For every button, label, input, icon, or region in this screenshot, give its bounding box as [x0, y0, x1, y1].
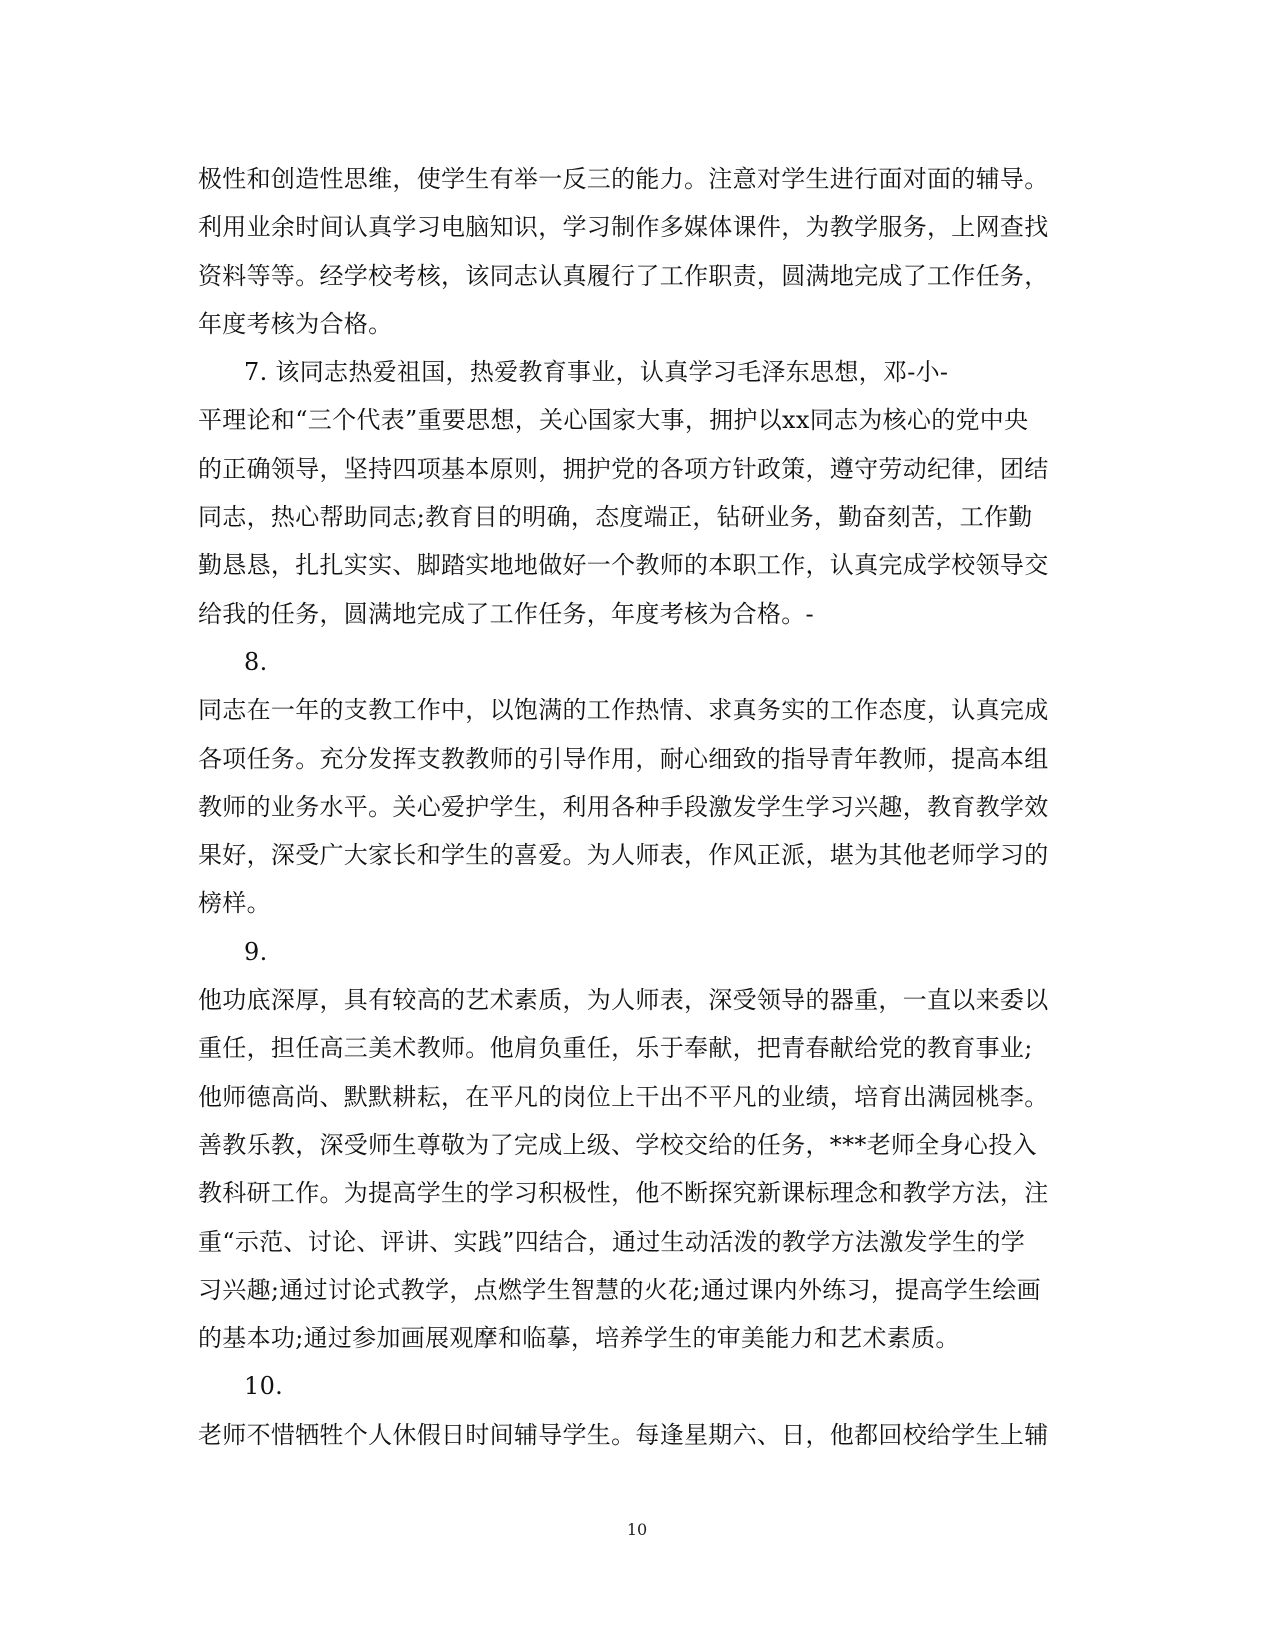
- text-line: 的基本功;通过参加画展观摩和临摹，培养学生的审美能力和艺术素质。: [198, 1324, 960, 1353]
- text-line: 各项任务。充分发挥支教教师的引导作用，耐心细致的指导青年教师，提高本组: [198, 744, 1049, 773]
- document-body: [198, 155, 1078, 1459]
- text-line: 老师不惜牺牲个人休假日时间辅导学生。每逢星期六、日，他都回校给学生上辅: [198, 1420, 1049, 1449]
- text-line: 极性和创造性思维，使学生有举一反三的能力。注意对学生进行面对面的辅导。: [198, 165, 1049, 193]
- text-line: 同志在一年的支教工作中，以饱满的工作热情、求真务实的工作态度，认真完成: [198, 696, 1049, 725]
- text-line: 教科研工作。为提高学生的学习积极性，他不断探究新课标理念和教学方法，注: [198, 1179, 1049, 1208]
- text-line: 善教乐教，深受师生尊敬为了完成上级、学校交给的任务，***老师全身心投入: [198, 1130, 1037, 1159]
- text-line: 10.: [244, 1372, 284, 1401]
- text-line: 重“示范、讨论、评讲、实践”四结合，通过生动活泼的教学方法激发学生的学: [198, 1227, 1026, 1256]
- text-line: 榜样。: [198, 889, 271, 918]
- text-line: 平理论和“三个代表”重要思想，关心国家大事，拥护以xx同志为核心的党中央: [198, 406, 1029, 435]
- text-line: 8.: [244, 647, 268, 676]
- page-number: 10: [626, 1520, 648, 1539]
- text-line: 9.: [244, 937, 268, 966]
- text-line: 他功底深厚，具有较高的艺术素质，为人师表，深受领导的器重，一直以来委以: [198, 986, 1049, 1015]
- text-line: 习兴趣;通过讨论式教学，点燃学生智慧的火花;通过课内外练习，提高学生绘画: [198, 1275, 1041, 1304]
- text-line: 勤恳恳，扎扎实实、脚踏实地地做好一个教师的本职工作，认真完成学校领导交: [198, 551, 1049, 580]
- text-line: 重任，担任高三美术教师。他肩负重任，乐于奉献，把青春献给党的教育事业;: [198, 1034, 1033, 1063]
- text-line: 的正确领导，坚持四项基本原则，拥护党的各项方针政策，遵守劳动纪律，团结: [198, 454, 1049, 483]
- text-line: 利用业余时间认真学习电脑知识，学习制作多媒体课件，为教学服务，上网查找: [198, 213, 1049, 242]
- text-line: 同志，热心帮助同志;教育目的明确，态度端正，钻研业务，勤奋刻苦，工作勤: [198, 503, 1033, 532]
- text-line: 资料等等。经学校考核，该同志认真履行了工作职责，圆满地完成了工作任务，: [198, 261, 1049, 290]
- text-line: 给我的任务，圆满地完成了工作任务，年度考核为合格。-: [198, 599, 814, 628]
- text-line: 年度考核为合格。: [198, 309, 393, 338]
- text-line: 他师德高尚、默默耕耘，在平凡的岗位上干出不平凡的业绩，培育出满园桃李。: [198, 1082, 1049, 1111]
- text-line: 教师的业务水平。关心爱护学生，利用各种手段激发学生学习兴趣，教育教学效: [198, 792, 1049, 821]
- text-line: 7. 该同志热爱祖国，热爱教育事业，认真学习毛泽东思想，邓-小-: [244, 358, 949, 387]
- text-line: 果好，深受广大家长和学生的喜爱。为人师表，作风正派，堪为其他老师学习的: [198, 841, 1049, 870]
